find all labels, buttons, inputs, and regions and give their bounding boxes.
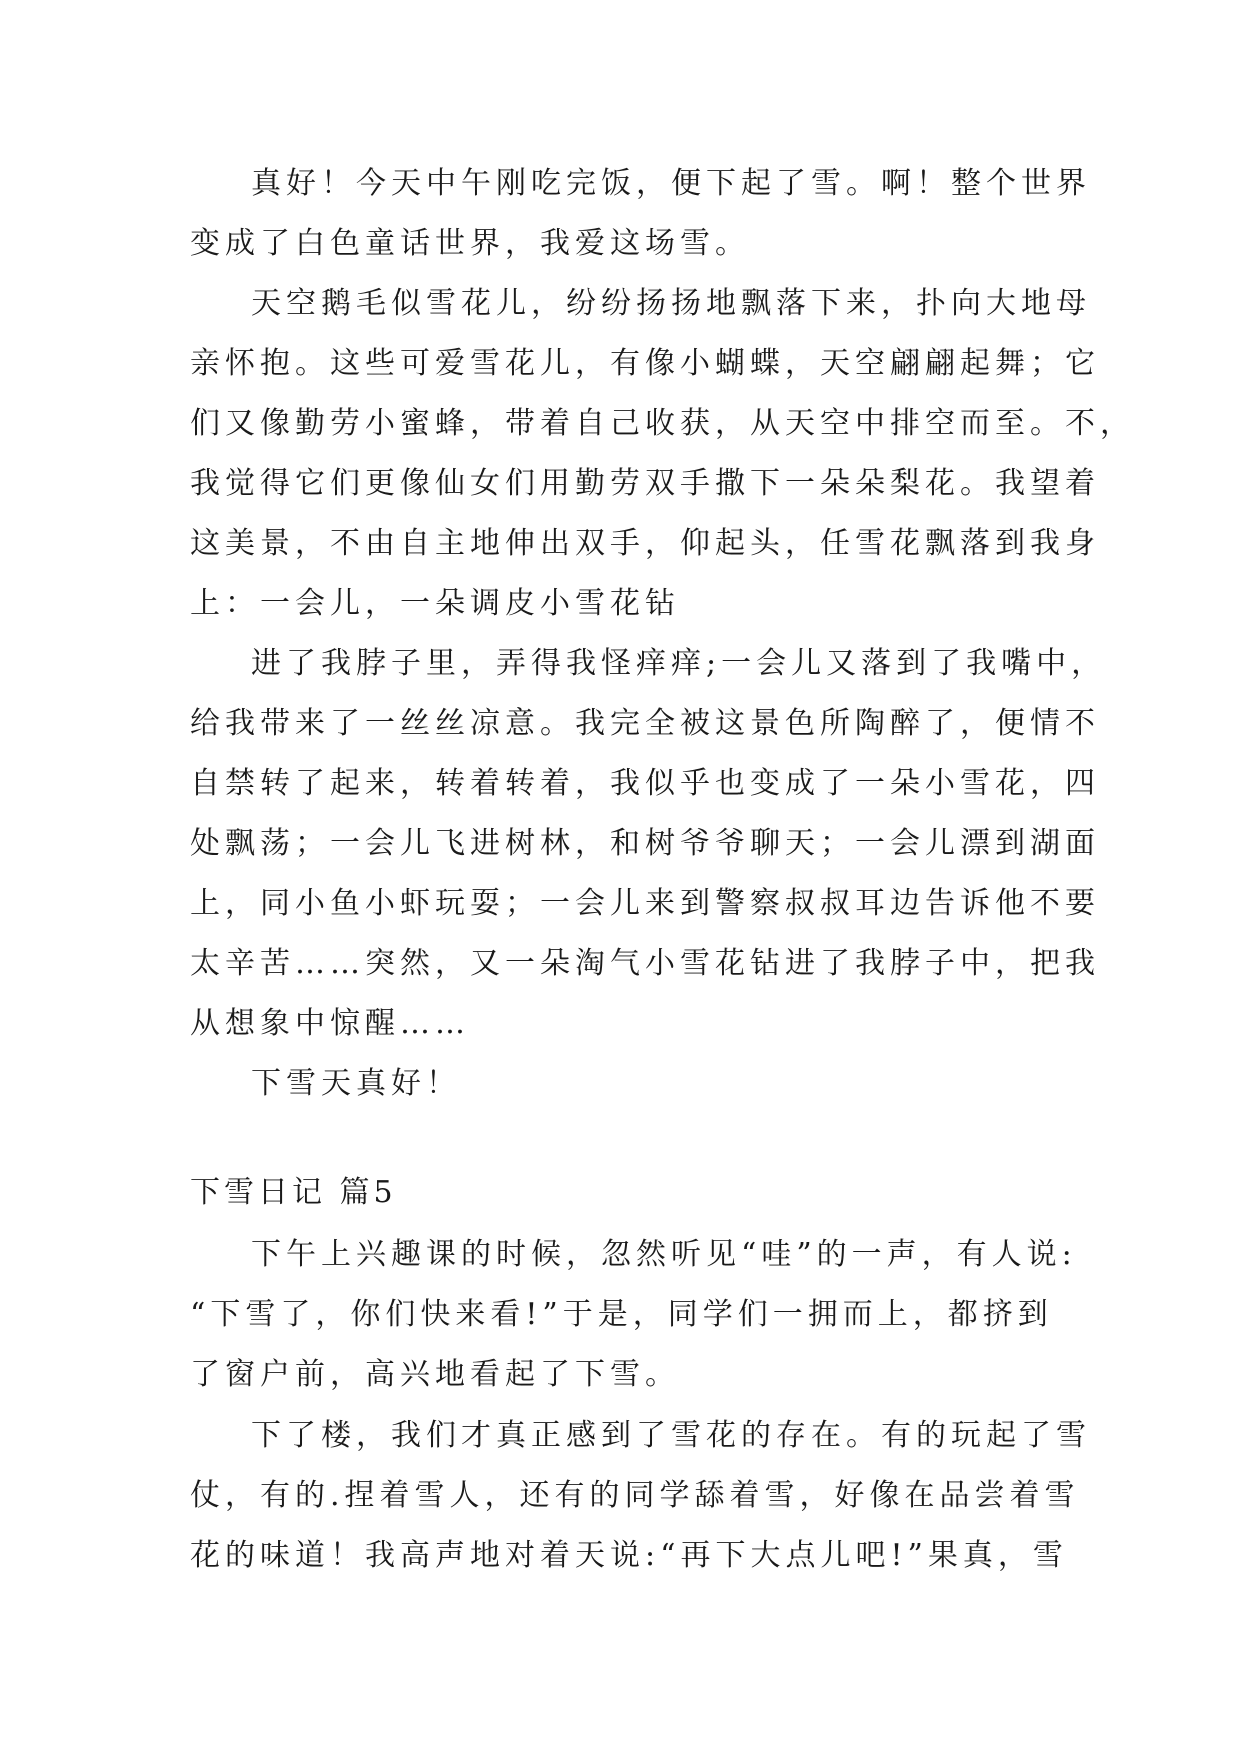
section-heading: 下雪日记 篇5 <box>190 1175 397 1210</box>
paragraph-line: 上：一会儿，一朵调皮小雪花钻 <box>190 586 680 621</box>
paragraph-line: “下雪了，你们快来看!”于是，同学们一拥而上，都挤到 <box>190 1297 1053 1332</box>
paragraph-line: 我觉得它们更像仙女们用勤劳双手撒下一朵朵梨花。我望着 <box>190 466 1100 501</box>
paragraph-line: 下雪天真好！ <box>251 1066 461 1101</box>
paragraph-line: 天空鹅毛似雪花儿，纷纷扬扬地飘落下来，扑向大地母 <box>251 286 1091 321</box>
paragraph-line: 进了我脖子里，弄得我怪痒痒;一会儿又落到了我嘴中， <box>251 646 1107 681</box>
paragraph-line: 从想象中惊醒…… <box>190 1006 470 1041</box>
paragraph-line: 给我带来了一丝丝凉意。我完全被这景色所陶醉了，便情不 <box>190 706 1100 741</box>
paragraph-line: 亲怀抱。这些可爱雪花儿，有像小蝴蝶，天空翩翩起舞；它 <box>190 346 1100 381</box>
paragraph-line: 下了楼，我们才真正感到了雪花的存在。有的玩起了雪 <box>251 1418 1091 1453</box>
paragraph-line: 处飘荡；一会儿飞进树林，和树爷爷聊天；一会儿漂到湖面 <box>190 826 1100 861</box>
paragraph-line: 花的味道！我高声地对着天说:“再下大点儿吧!”果真，雪 <box>190 1538 1068 1573</box>
paragraph-line: 真好！今天中午刚吃完饭，便下起了雪。啊！整个世界 <box>251 166 1091 201</box>
paragraph-line: 太辛苦……突然，又一朵淘气小雪花钻进了我脖子中，把我 <box>190 946 1100 981</box>
paragraph-line: 仗，有的.捏着雪人，还有的同学舔着雪，好像在品尝着雪 <box>190 1478 1080 1513</box>
paragraph-line: 变成了白色童话世界，我爱这场雪。 <box>190 226 750 261</box>
paragraph-line: 自禁转了起来，转着转着，我似乎也变成了一朵小雪花，四 <box>190 766 1100 801</box>
paragraph-line: 了窗户前，高兴地看起了下雪。 <box>190 1357 680 1392</box>
paragraph-line: 这美景，不由自主地伸出双手，仰起头，任雪花飘落到我身 <box>190 526 1100 561</box>
paragraph-line: 们又像勤劳小蜜蜂，带着自己收获，从天空中排空而至。不， <box>190 406 1135 441</box>
paragraph-line: 下午上兴趣课的时候，忽然听见“哇”的一声，有人说: <box>251 1237 1077 1272</box>
paragraph-line: 上，同小鱼小虾玩耍；一会儿来到警察叔叔耳边告诉他不要 <box>190 886 1100 921</box>
